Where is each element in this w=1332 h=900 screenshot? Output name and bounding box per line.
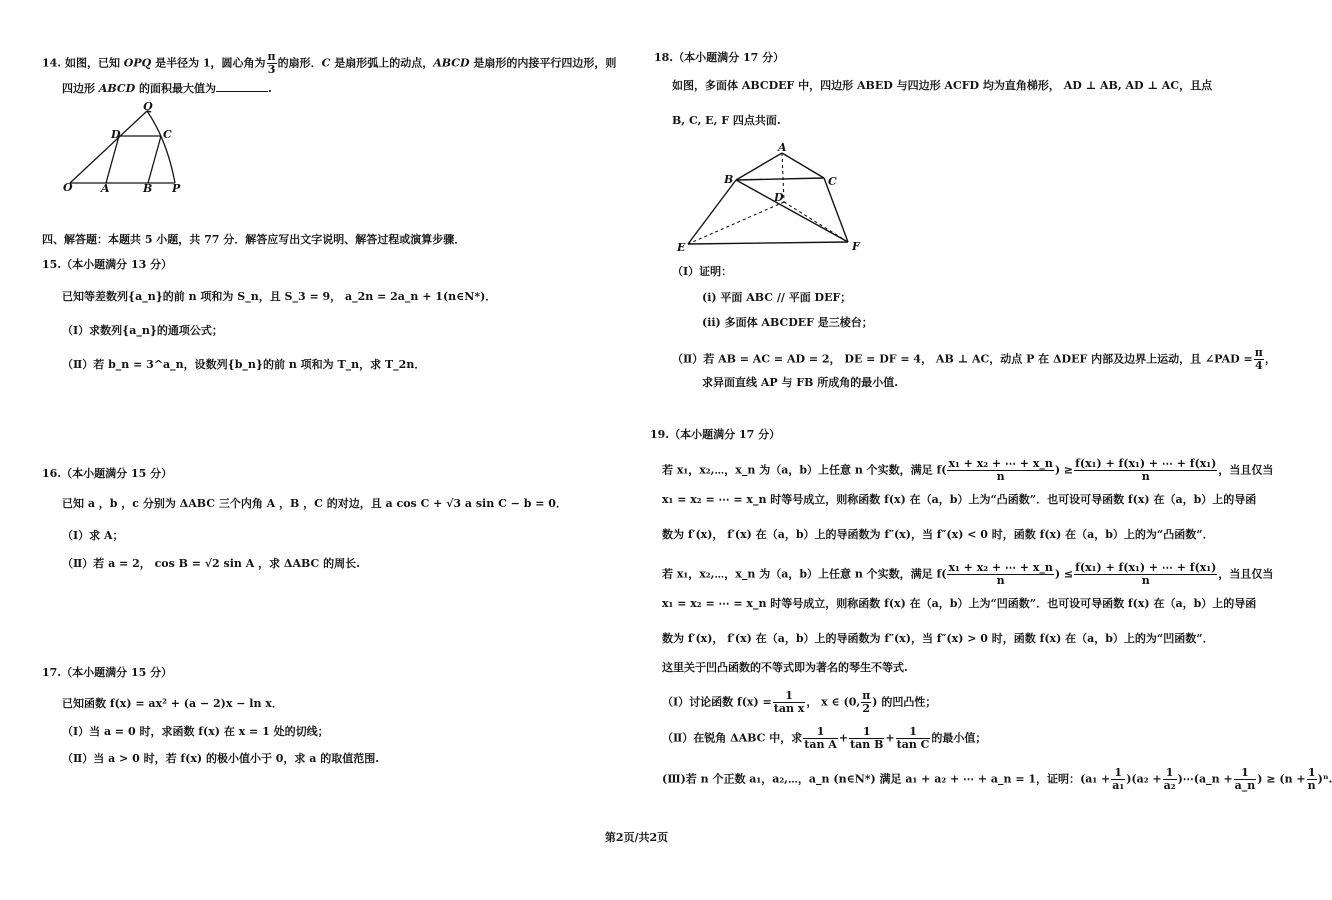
q18-part2: （Ⅱ）若 AB = AC = AD = 2， DE = DF = 4， AB ⊥ AC，动点 P 在 ΔDEF 内部及边界上运动，且 ∠PAD = $\frac{\pi}{4}$ ， — [672, 346, 1276, 372]
label-p: P — [172, 182, 181, 195]
label-o: O — [63, 181, 73, 194]
q18-part1-i: (i) 平面 ABC // 平面 DEF； — [702, 291, 852, 304]
q14-stem-c: 的扇形． — [277, 56, 322, 70]
page-footer: 第2页/共2页 — [604, 831, 669, 844]
q19-p2-line3: 数为 f′(x)， f′(x) 在（a，b）上的导函数为 f″(x)，当 f″(x) > 0 时，函数 f(x) 在（a，b）上的为“凹函数”． — [662, 632, 1214, 645]
label-b: B — [724, 173, 734, 186]
q19-title: 19.（本小题满分 17 分） — [650, 428, 781, 441]
edge-ef — [688, 242, 848, 244]
label-e: E — [677, 241, 686, 254]
q15-part1: （Ⅰ）求数列{a_n}的通项公式； — [62, 324, 223, 337]
q17-part1: （Ⅰ）当 a = 0 时，求函数 f(x) 在 x = 1 处的切线； — [62, 725, 329, 738]
label-d: D — [774, 191, 784, 204]
q19-part1: （Ⅰ）讨论函数 f(x) = $\frac{1}{\text{tan x}}$ ， x ∈ (0, $\frac{\pi}{2}$ ) 的凹凸性； — [662, 689, 937, 715]
edge-ac — [782, 153, 824, 178]
edge-bc — [736, 178, 824, 180]
q14-stem-a: 14. 如图，已知 — [42, 56, 124, 70]
label-c: C — [828, 175, 837, 188]
q19-part2-frac-c: $\frac{1}{\text{tan C}}$ — [896, 725, 930, 751]
q16-line1: 已知 a ，b ，c 分别为 ΔABC 三个内角 A ，B ，C 的对边，且 a cos C + √3 a sin C − b = 0． — [62, 497, 567, 510]
q19-p2-line1: 若 x₁，x₂,⋯，x_n 为（a，b）上任意 n 个实数，满足 f( $\frac{\text{x₁ + x₂ + ⋯ + x\_n}}{n}$ ) ≤ $\frac{\text{f(x₁) + f(x₁) + ⋯ + f(x₁)}}{n}$ ，当且仅当 — [662, 561, 1274, 587]
q14-answer-blank[interactable] — [216, 91, 268, 92]
q14-opq: OPQ — [123, 56, 152, 70]
q19-p2-line2: x₁ = x₂ = ⋯ = x_n 时等号成立，则称函数 f(x) 在（a，b）上为“凹函数”．也可设可导函数 f(x) 在（a，b）上的导函 — [662, 597, 1257, 610]
q14-stem-d: 是扇形弧上的动点， — [330, 56, 434, 70]
q14-stem-line2: 四边形 ABCD 的面积最大值为 . — [62, 82, 272, 95]
section-4-heading: 四、解答题：本题共 5 小题，共 77 分．解答应写出文字说明、解答过程或演算步骤． — [42, 233, 466, 246]
q14-stem-line1: 14. 如图，已知 OPQ 是半径为 1，圆心角为 $\frac{\pi}{3}$ 的扇形．C 是扇形弧上的动点，ABCD 是扇形的内接平行四边形，则 — [42, 50, 617, 76]
q17-line1: 已知函数 f(x) = ax² + (a − 2)x − ln x． — [62, 697, 283, 710]
q18-part1: （Ⅰ）证明： — [672, 265, 733, 278]
edge-ba — [736, 153, 782, 180]
q18-line2: B, C, E, F 四点共面. — [672, 114, 781, 127]
q18-part2-line2: 求异面直线 AP 与 FB 所成角的最小值. — [702, 376, 899, 389]
edge-be — [688, 180, 736, 244]
q15-part2: （Ⅱ）若 b_n = 3^a_n，设数列{b_n}的前 n 项和为 T_n，求 T_2n． — [62, 358, 426, 371]
label-d: D — [111, 128, 121, 141]
q19-p1-line2: x₁ = x₂ = ⋯ = x_n 时等号成立，则称函数 f(x) 在（a，b）上为“凸函数”．也可设可导函数 f(x) 在（a，b）上的导函 — [662, 493, 1257, 506]
q19-p1-frac1: $\frac{\text{x₁ + x₂ + ⋯ + x\_n}}{n}$ — [948, 457, 1053, 483]
q19-p2-frac1: $\frac{\text{x₁ + x₂ + ⋯ + x\_n}}{n}$ — [948, 561, 1053, 587]
q19-part3: (Ⅲ)若 n 个正数 a₁，a₂,⋯，a_n (n∈N*) 满足 a₁ + a₂ + ⋯ + a_n = 1，证明：(a₁ + $\frac{1}{\text{a₁}}$ )(a₂ + $\frac{1}{\text{a₂}}$ )⋯(a_n + $\frac{1}{a\_n}$ ) ≥ (n + $\frac{1}{n}$ )ⁿ. — [662, 766, 1332, 792]
q19-intro: 这里关于凹凸函数的不等式即为著名的琴生不等式. — [662, 661, 908, 674]
q19-p1-line3: 数为 f′(x)， f′(x) 在（a，b）上的导函数为 f″(x)，当 f″(x) < 0 时，函数 f(x) 在（a，b）上的为“凸函数”． — [662, 528, 1214, 541]
q19-part2-frac-b: $\frac{1}{\text{tan B}}$ — [850, 725, 884, 751]
q16-part1: （Ⅰ）求 A； — [62, 529, 124, 542]
q14-stem-e: 是扇形的内接平行四边形，则 — [469, 56, 617, 70]
q19-part2: （Ⅱ）在锐角 ΔABC 中，求 $\frac{1}{\text{tan A}}$ + $\frac{1}{\text{tan B}}$ + $\frac{1}{\text{tan C}}$ 的最小值； — [662, 725, 987, 751]
q16-title: 16.（本小题满分 15 分） — [42, 467, 173, 480]
q19-part1-frac: $\frac{1}{\text{tan x}}$ — [773, 689, 805, 715]
q18-polyhedron-figure — [670, 140, 870, 252]
q14-stem-b: 是半径为 1，圆心角为 — [151, 56, 266, 70]
label-c: C — [163, 128, 172, 141]
q17-title: 17.（本小题满分 15 分） — [42, 666, 173, 679]
label-a: A — [101, 182, 110, 195]
q15-line1: 已知等差数列{a_n}的前 n 项和为 S_n，且 S_3 = 9， a_2n = 2a_n + 1(n∈N*)． — [62, 290, 497, 303]
edge-bf — [736, 180, 848, 242]
q14-sector-figure — [60, 100, 200, 200]
label-f: F — [852, 240, 860, 253]
side-bc — [148, 136, 161, 183]
q19-p1-frac2: $\frac{\text{f(x₁) + f(x₁) + ⋯ + f(x₁)}}{n}$ — [1075, 457, 1217, 483]
label-q: Q — [143, 100, 153, 113]
q19-p1-line1: 若 x₁，x₂,⋯，x_n 为（a，b）上任意 n 个实数，满足 f( $\frac{\text{x₁ + x₂ + ⋯ + x\_n}}{n}$ ) ≥ $\frac{\text{f(x₁) + f(x₁) + ⋯ + f(x₁)}}{n}$ ，当且仅当 — [662, 457, 1274, 483]
label-b: B — [143, 182, 153, 195]
q14-angle-fraction: $\frac{\pi}{3}$ — [267, 50, 276, 76]
q18-part1-ii: (ii) 多面体 ABCDEF 是三棱台； — [702, 316, 873, 329]
q19-part1-interval-frac: $\frac{\pi}{2}$ — [862, 689, 871, 715]
q18-angle-fraction: $\frac{\pi}{4}$ — [1254, 346, 1263, 372]
q15-title: 15.（本小题满分 13 分） — [42, 258, 173, 271]
q19-part2-frac-a: $\frac{1}{\text{tan A}}$ — [804, 725, 837, 751]
edge-de-hidden — [688, 202, 784, 244]
label-a: A — [778, 141, 787, 154]
q16-part2: （Ⅱ）若 a = 2， cos B = √2 sin A ，求 ΔABC 的周长. — [62, 557, 360, 570]
q18-title: 18.（本小题满分 17 分） — [654, 51, 785, 64]
q18-line1: 如图，多面体 ABCDEF 中，四边形 ABED 与四边形 ACFD 均为直角梯形， AD ⊥ AB, AD ⊥ AC，且点 — [672, 79, 1213, 92]
q17-part2: （Ⅱ）当 a > 0 时，若 f(x) 的极小值小于 0，求 a 的取值范围. — [62, 752, 380, 765]
q19-p2-frac2: $\frac{\text{f(x₁) + f(x₁) + ⋯ + f(x₁)}}{n}$ — [1075, 561, 1217, 587]
